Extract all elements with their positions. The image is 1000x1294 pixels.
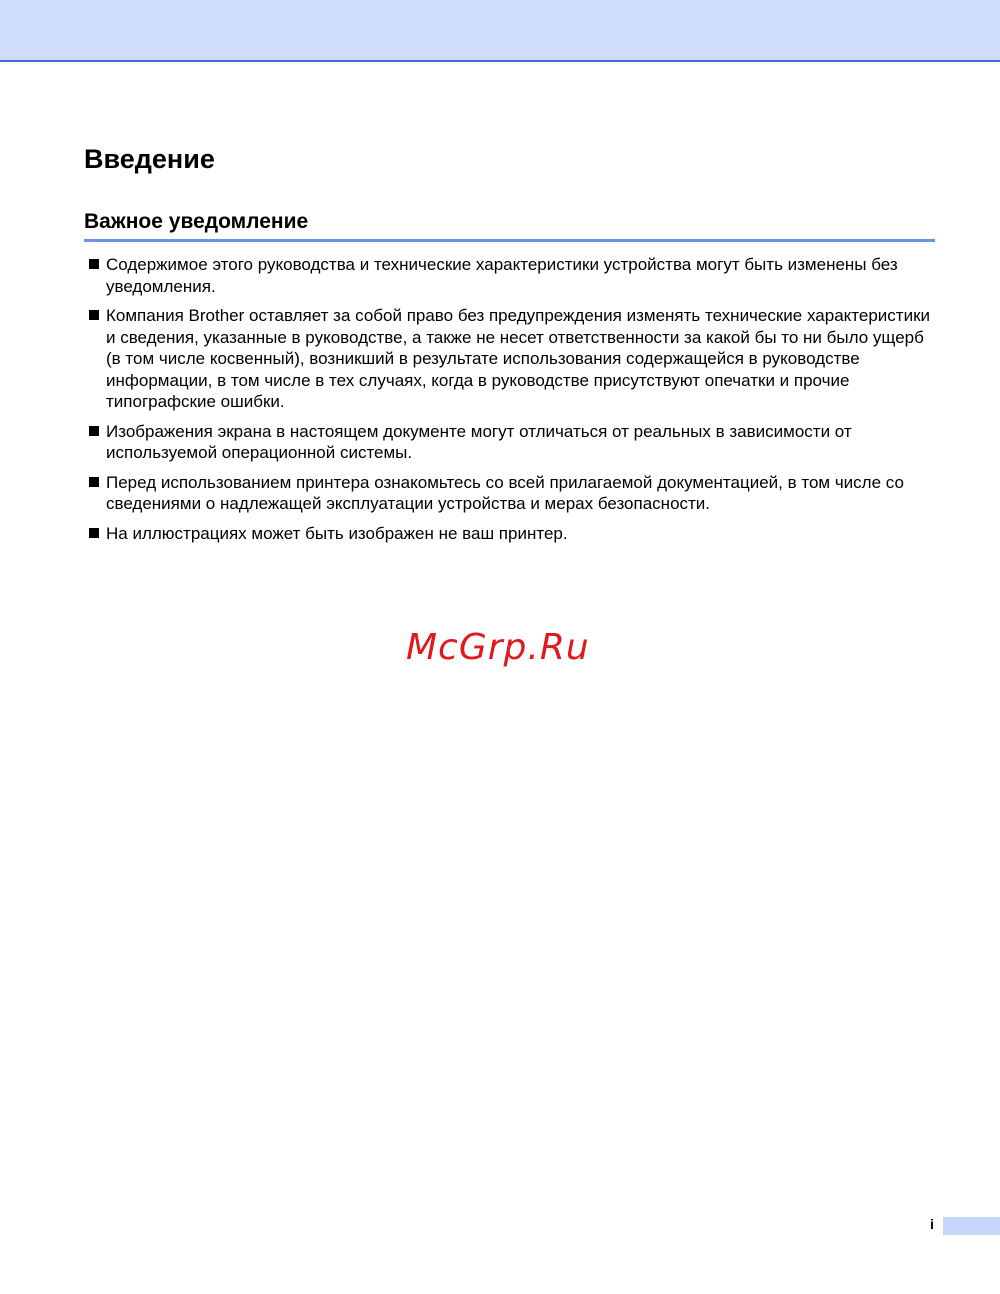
header-band (0, 0, 1000, 62)
square-bullet-icon (89, 259, 99, 269)
notice-text: Содержимое этого руководства и технические характеристики устройства могут быть изменены без уведомления. (106, 255, 898, 296)
square-bullet-icon (89, 477, 99, 487)
watermark: McGrp.Ru (406, 627, 590, 668)
list-item (88, 421, 938, 464)
section-divider (84, 239, 935, 242)
section-title: Важное уведомление (84, 210, 309, 233)
notice-text: Перед использованием принтера ознакомьтесь со всей прилагаемой документацией, в том числе со сведениями о надлежащей эксплуатации устройства и мерах безопасности. (106, 472, 904, 513)
page-number: i (930, 1216, 934, 1232)
page-tab (943, 1217, 1000, 1235)
list-item (88, 254, 938, 297)
notice-list (88, 254, 938, 552)
notice-text: На иллюстрациях может быть изображен не ваш принтер. (106, 523, 568, 543)
square-bullet-icon (89, 310, 99, 320)
page-title: Введение (84, 144, 215, 174)
notice-text: Изображения экрана в настоящем документе могут отличаться от реальных в зависимости от используемой операционной системы. (106, 421, 852, 462)
square-bullet-icon (89, 528, 99, 538)
list-item (88, 523, 938, 545)
square-bullet-icon (89, 426, 99, 436)
list-item (88, 472, 938, 515)
list-item (88, 305, 938, 413)
notice-text: Компания Brother оставляет за собой право без предупреждения изменять технические характеристики и сведения, указанные в руководстве, а также не несет ответственности за какой бы то ни было ущерб (в том числе косвенный), возникший в результате использования содержащейся в руководстве информации, в том числе в тех случаях, когда в руководстве присутствуют опечатки и прочие типографские ошибки. (106, 306, 931, 411)
